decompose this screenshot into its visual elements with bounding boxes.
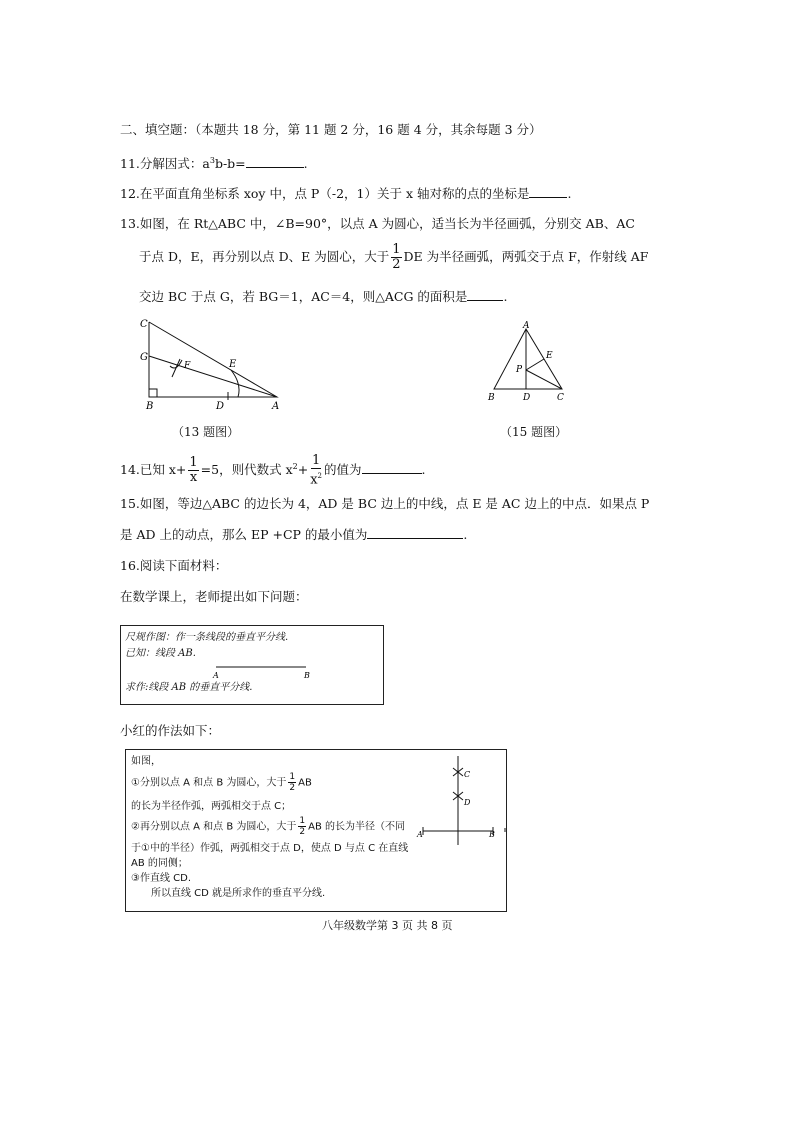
fig13-label-e: E xyxy=(229,359,237,370)
q15-line2-c: . xyxy=(463,527,468,542)
question-12 xyxy=(120,185,571,203)
q13-frac-num: 1 xyxy=(392,242,401,257)
box2-line4 xyxy=(131,816,405,839)
box2-l4-a: ②再分别以点 A 和点 B 为圆心，大于 xyxy=(131,821,297,833)
figure-13 xyxy=(134,314,294,414)
q14-fraction-2 xyxy=(310,454,322,487)
q15-line2-a: 是 AD 上的动点，那么 EP +CP 的最小值为 xyxy=(120,527,368,542)
box2-l2-fraction xyxy=(288,772,296,793)
fig15-label-a: A xyxy=(523,321,530,331)
q11-answer-blank xyxy=(246,155,304,168)
fig13-right-angle-mark xyxy=(149,389,157,397)
box2-l2-b: AB xyxy=(298,777,312,789)
box2-l2-den: 2 xyxy=(289,783,296,793)
q12-text-a: 12.在平面直角坐标系 xoy 中，点 P（-2，1）关于 x 轴对称的点的坐标是 xyxy=(120,186,530,201)
question-16-line1: 16.阅读下面材料： xyxy=(120,558,228,573)
q12-answer-blank xyxy=(529,185,567,198)
section-title: 二、填空题：（本题共 18 分，第 11 题 2 分，16 题 4 分，其余每题 3 分） xyxy=(120,122,542,137)
box2-construction-figure xyxy=(411,750,507,850)
box2-line7: ③作直线 CD. xyxy=(131,873,192,884)
q11-text-c: . xyxy=(303,156,308,172)
question-13-line3 xyxy=(139,288,507,306)
q11-text-b: b-b= xyxy=(214,156,246,172)
q12-text-c: . xyxy=(567,186,572,201)
problem-box xyxy=(120,625,384,705)
box2-l4-b: AB 的长为半径（不同 xyxy=(308,821,406,833)
box2-l2-num: 1 xyxy=(289,772,296,782)
box2-line8: 所以直线 CD 就是所求作的垂直平分线. xyxy=(151,888,326,899)
q14-text-a: 14.已知 x+ xyxy=(120,462,187,478)
box2-label-d: D xyxy=(464,798,471,807)
q14-text-b: =5，则代数式 x xyxy=(200,462,293,478)
box2-line2 xyxy=(131,772,312,795)
q14-fraction-1 xyxy=(188,456,198,485)
question-16-line2: 在数学课上，老师提出如下问题： xyxy=(120,589,308,604)
box1-label-a: A xyxy=(213,671,219,680)
q14-frac1-num: 1 xyxy=(189,455,198,471)
q13-answer-blank xyxy=(467,288,503,301)
box2-label-b: B xyxy=(489,830,495,839)
q13-line2-b: DE 为半径画弧，两弧交于点 F，作射线 AF xyxy=(403,249,649,264)
q11-sup: 3 xyxy=(209,156,215,165)
fig13-label-a: A xyxy=(272,401,280,412)
xiaohong-intro: 小红的作法如下： xyxy=(120,723,221,738)
q14-frac2-den: x xyxy=(310,472,318,488)
figure-15 xyxy=(484,318,574,408)
construction-box xyxy=(125,749,507,912)
question-13-line1: 13.如图，在 Rt△ABC 中，∠B=90°，以点 A 为圆心，适当长为半径画弧，分别交 AB、AC xyxy=(120,216,635,231)
fig15-label-b: B xyxy=(488,393,495,403)
box1-title: 尺规作图：作一条线段的垂直平分线. xyxy=(125,632,289,643)
q15-answer-blank xyxy=(367,526,463,539)
box2-line5: 于①中的半径）作弧，两弧相交于点 D，使点 D 与点 C 在直线 xyxy=(131,843,409,854)
q14-text-d: . xyxy=(421,462,426,478)
q14-frac1-den: x xyxy=(189,470,198,486)
box2-l2-a: ①分别以点 A 和点 B 为圆心，大于 xyxy=(131,777,287,789)
fig13-label-c: C xyxy=(140,319,148,330)
q11-text-a: 11.分解因式：a xyxy=(120,156,210,172)
fig13-caption: （13 题图） xyxy=(172,425,240,439)
q13-frac-den: 2 xyxy=(392,257,401,272)
box2-line3: 的长为半径作弧，两弧相交于点 C； xyxy=(131,801,292,812)
q14-plus: + xyxy=(297,462,309,478)
box2-l4-den: 2 xyxy=(299,827,306,837)
q13-fraction xyxy=(391,243,401,272)
question-13-line2 xyxy=(139,242,648,272)
fig15-caption: （15 题图） xyxy=(500,425,568,439)
fig13-ray-af xyxy=(149,356,277,397)
q13-line2-a: 于点 D，E，再分别以点 D、E 为圆心，大于 xyxy=(139,249,390,264)
q14-sup: 2 xyxy=(292,462,298,471)
fig13-triangle xyxy=(149,322,277,397)
box1-known: 已知：线段 AB. xyxy=(125,648,196,659)
box2-line6: AB 的同侧； xyxy=(131,858,188,869)
fig13-label-g: G xyxy=(140,352,148,363)
box1-label-b: B xyxy=(304,671,310,680)
box1-task: 求作:线段 AB 的垂直平分线. xyxy=(125,682,253,693)
box2-label-c: C xyxy=(464,770,471,779)
q13-line3-a: 交边 BC 于点 G，若 BG＝1，AC＝4，则△ACG 的面积是 xyxy=(139,289,468,304)
box2-l4-num: 1 xyxy=(299,816,306,826)
fig15-segment-ep xyxy=(526,359,544,370)
q14-answer-blank xyxy=(362,461,422,474)
box2-line1: 如图， xyxy=(131,756,161,767)
q14-text-c: 的值为 xyxy=(324,462,362,478)
fig15-label-p: P xyxy=(516,365,523,375)
fig13-label-d: D xyxy=(216,401,225,412)
box2-l4-fraction xyxy=(298,816,306,837)
box2-label-a: A xyxy=(417,830,423,839)
question-15-line1: 15.如图，等边△ABC 的边长为 4，AD 是 BC 边上的中线，点 E 是 AC 边上的中点．如果点 P xyxy=(120,496,650,511)
q14-frac2-num: 1 xyxy=(311,453,321,468)
question-11 xyxy=(120,152,308,173)
fig13-label-b: B xyxy=(146,401,154,412)
box1-segment-figure xyxy=(206,663,316,681)
question-14 xyxy=(120,451,426,487)
fig13-label-f: F xyxy=(184,361,191,371)
fig15-label-c: C xyxy=(557,393,564,403)
q14-frac2-sup: 2 xyxy=(317,472,323,480)
fig15-label-e: E xyxy=(546,351,553,361)
page-footer: 八年级数学第 3 页 共 8 页 xyxy=(322,919,453,932)
q13-line3-c: . xyxy=(503,289,508,304)
question-15-line2 xyxy=(120,526,467,544)
fig15-label-d: D xyxy=(523,393,531,403)
